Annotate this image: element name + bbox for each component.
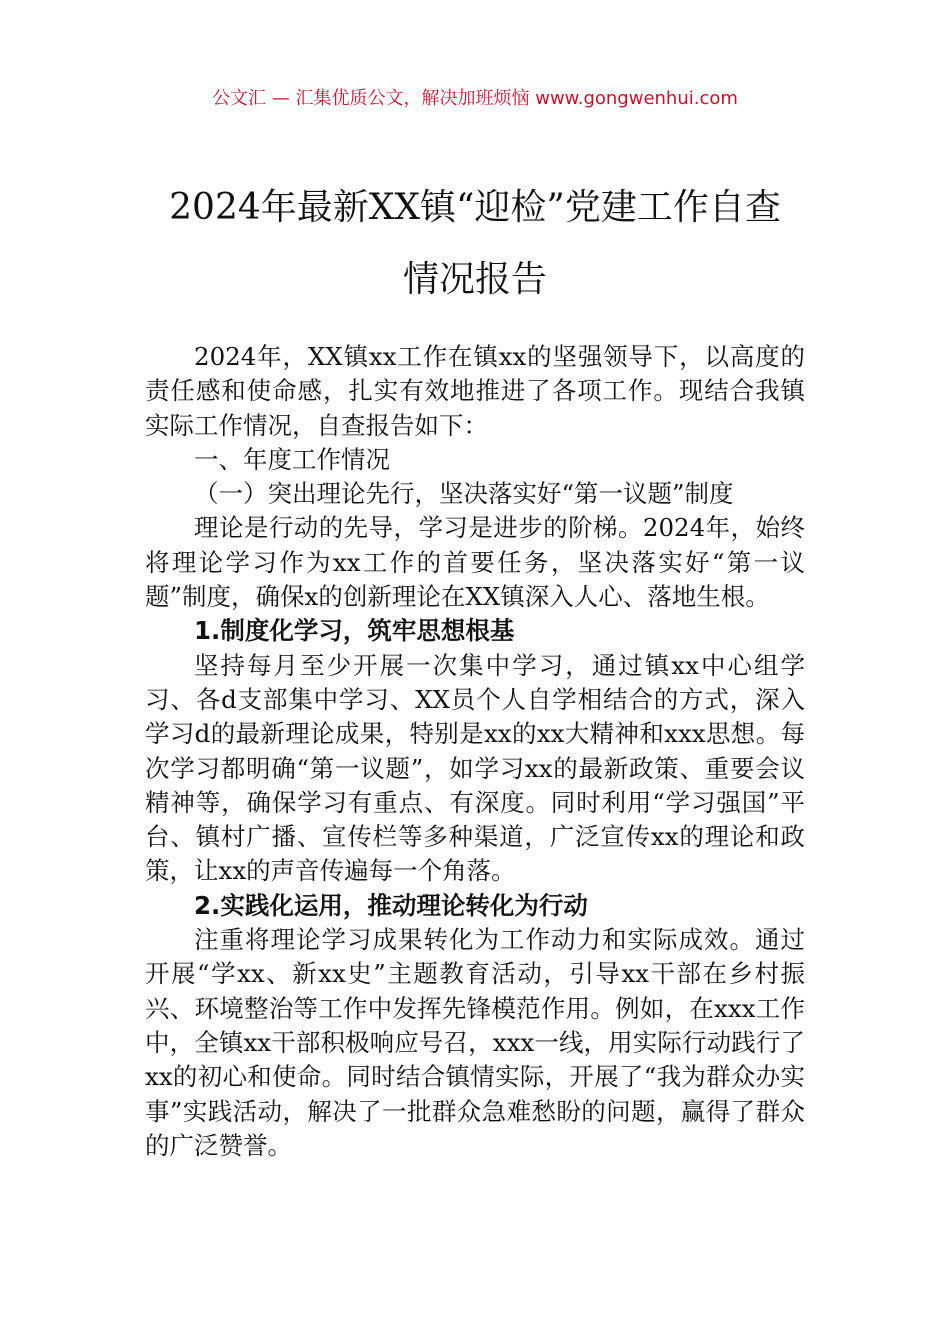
point-heading-2: 2.实践化运用，推动理论转化为行动 bbox=[194, 890, 588, 920]
point-heading-1: 1.制度化学习，筑牢思想根基 bbox=[194, 616, 515, 646]
point-paragraph-1: 坚持每月至少开展一次集中学习，通过镇xx中心组学习、各d支部集中学习、XX员个人自学相结合的方式，深入学习d的最新理论成果，特别是xx的xx大精神和xxx思想。每次学习都明确“第一议题”，如学习xx的最新政策、重要会议精神等，确保学习有重点、有深度。同时利用“学习强国”平台、镇村广播、宣传栏等多种渠道，广泛宣传xx的理论和政策，让xx的声音传遍每一个角落。 bbox=[145, 650, 805, 886]
subsection-heading: （一）突出理论先行，坚决落实好“第一议题”制度 bbox=[194, 479, 734, 509]
site-header-banner: 公文汇 — 汇集优质公文，解决加班烦恼 www.gongwenhui.com bbox=[212, 88, 738, 109]
subsection-paragraph: 理论是行动的先导，学习是进步的阶梯。2024年，始终将理论学习作为xx工作的首要任务，坚决落实好“第一议题”制度，确保x的创新理论在XX镇深入人心、落地生根。 bbox=[145, 513, 805, 612]
title-line-2: 情况报告 bbox=[402, 259, 547, 300]
document-body bbox=[145, 340, 805, 1163]
title-line-1: 2024年最新XX镇“迎检”党建工作自查 bbox=[169, 187, 781, 228]
point-paragraph-2: 注重将理论学习成果转化为工作动力和实际成效。通过开展“学xx、新xx史”主题教育活动，引导xx干部在乡村振兴、环境整治等工作中发挥先锋模范作用。例如，在xxx工作中，全镇xx干部积极响应号召，xxx一线，用实际行动践行了xx的初心和使命。同时结合镇情实际，开展了“我为群众办实事”实践活动，解决了一批群众急难愁盼的问题，赢得了群众的广泛赞誉。 bbox=[145, 925, 805, 1160]
section-heading: 一、年度工作情况 bbox=[194, 444, 390, 474]
document-title bbox=[145, 172, 805, 316]
intro-paragraph: 2024年，XX镇xx工作在镇xx的坚强领导下，以高度的责任感和使命感，扎实有效地推进了各项工作。现结合我镇实际工作情况，自查报告如下： bbox=[145, 342, 805, 440]
